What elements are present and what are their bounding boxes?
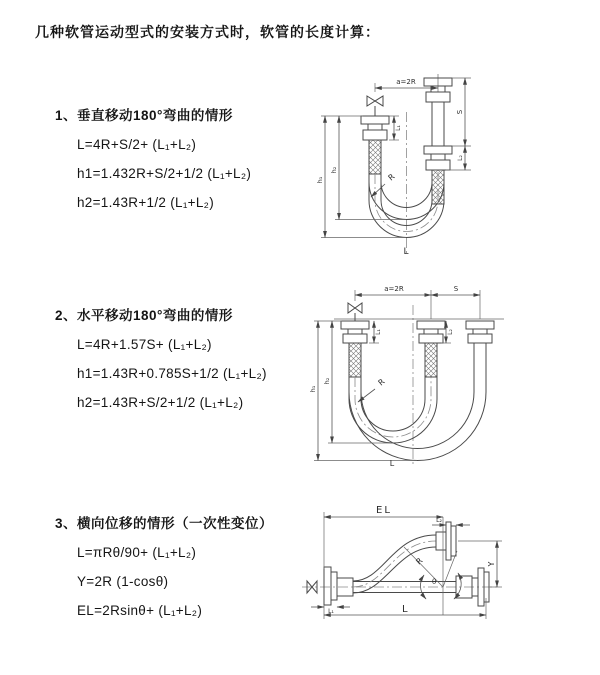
formula-line: h1=1.432R+S/2+1/2 (L₁+L₂) [77,166,252,181]
dim-label-h2: h₂ [323,377,331,385]
dim-label-length: L [402,604,408,615]
section-1-heading: 1、垂直移动180°弯曲的情形 [55,108,233,123]
formula-line: L=4R+S/2+ (L₁+L₂) [77,137,197,152]
formula-line: h2=1.43R+1/2 (L₁+L₂) [77,195,215,210]
dim-label-length: L [403,247,409,257]
formula-line: h1=1.43R+0.785S+1/2 (L₁+L₂) [77,366,267,381]
left-flange [361,116,389,140]
diagram-horizontal-180-u-bend [306,281,600,469]
dim-label-l1: L₁ [328,608,334,615]
dim-label-h1: h₁ [316,176,324,184]
page-title: 几种软管运动型式的安装方式时，软管的长度计算： [35,24,380,40]
dim-label-l2: L₂ [447,329,454,335]
valve-icon [367,96,383,116]
braided-hose [349,343,361,377]
dim-label-theta: θ [432,578,437,586]
left-flange [341,321,369,343]
middle-flange [417,321,445,343]
right-lower-flange [424,146,452,170]
hose-straight [353,582,456,593]
braided-hose [369,140,381,174]
formula-line: EL=2Rsinθ+ (L₁+L₂) [77,603,203,618]
dim-label-l1: L₁ [375,329,382,335]
dim-label-l2: L₂ [457,155,464,161]
section-3-heading: 3、横向位移的情形（一次性变位） [55,516,274,531]
section-2-heading: 2、水平移动180°弯曲的情形 [55,308,233,323]
formula-line: L=πRθ/90+ (L₁+L₂) [77,545,197,560]
hose-s-curve [353,535,436,593]
dim-label-s: S [456,109,464,115]
angle-construction [404,517,461,615]
dim-label-radius: R [414,556,425,567]
dim-label-el: EL [376,505,392,516]
hose-u-bend [349,359,486,461]
right-upper-flange [436,522,456,560]
diagram-vertical-180-u-bend [313,70,597,262]
dim-label-shift: S [453,285,459,293]
formula-line: h2=1.43R+S/2+1/2 (L₁+L₂) [77,395,244,410]
right-flange [466,321,494,343]
section-1 [55,104,251,210]
diagram-lateral-displacement [296,495,600,657]
section-2 [55,304,267,410]
left-flange [324,567,353,605]
dim-label-l1: L₁ [395,125,402,131]
braided-hose [425,343,437,377]
section-3 [55,512,273,618]
dim-label-span: a=2R [396,78,416,86]
dim-label-radius: R [386,172,397,183]
dim-label-h2: h₂ [330,166,338,174]
dim-label-l2: L₂ [436,517,442,524]
formula-line: L=4R+1.57S+ (L₁+L₂) [77,337,212,352]
dim-label-length: L [389,459,395,468]
formula-line: Y=2R (1-cosθ) [77,574,169,589]
dim-label-radius: R [376,377,387,388]
valve-icon [348,303,362,321]
dim-label-h1: h₁ [309,385,317,393]
dim-label-span: a=2R [384,285,404,293]
dim-label-y: Y [487,561,496,567]
